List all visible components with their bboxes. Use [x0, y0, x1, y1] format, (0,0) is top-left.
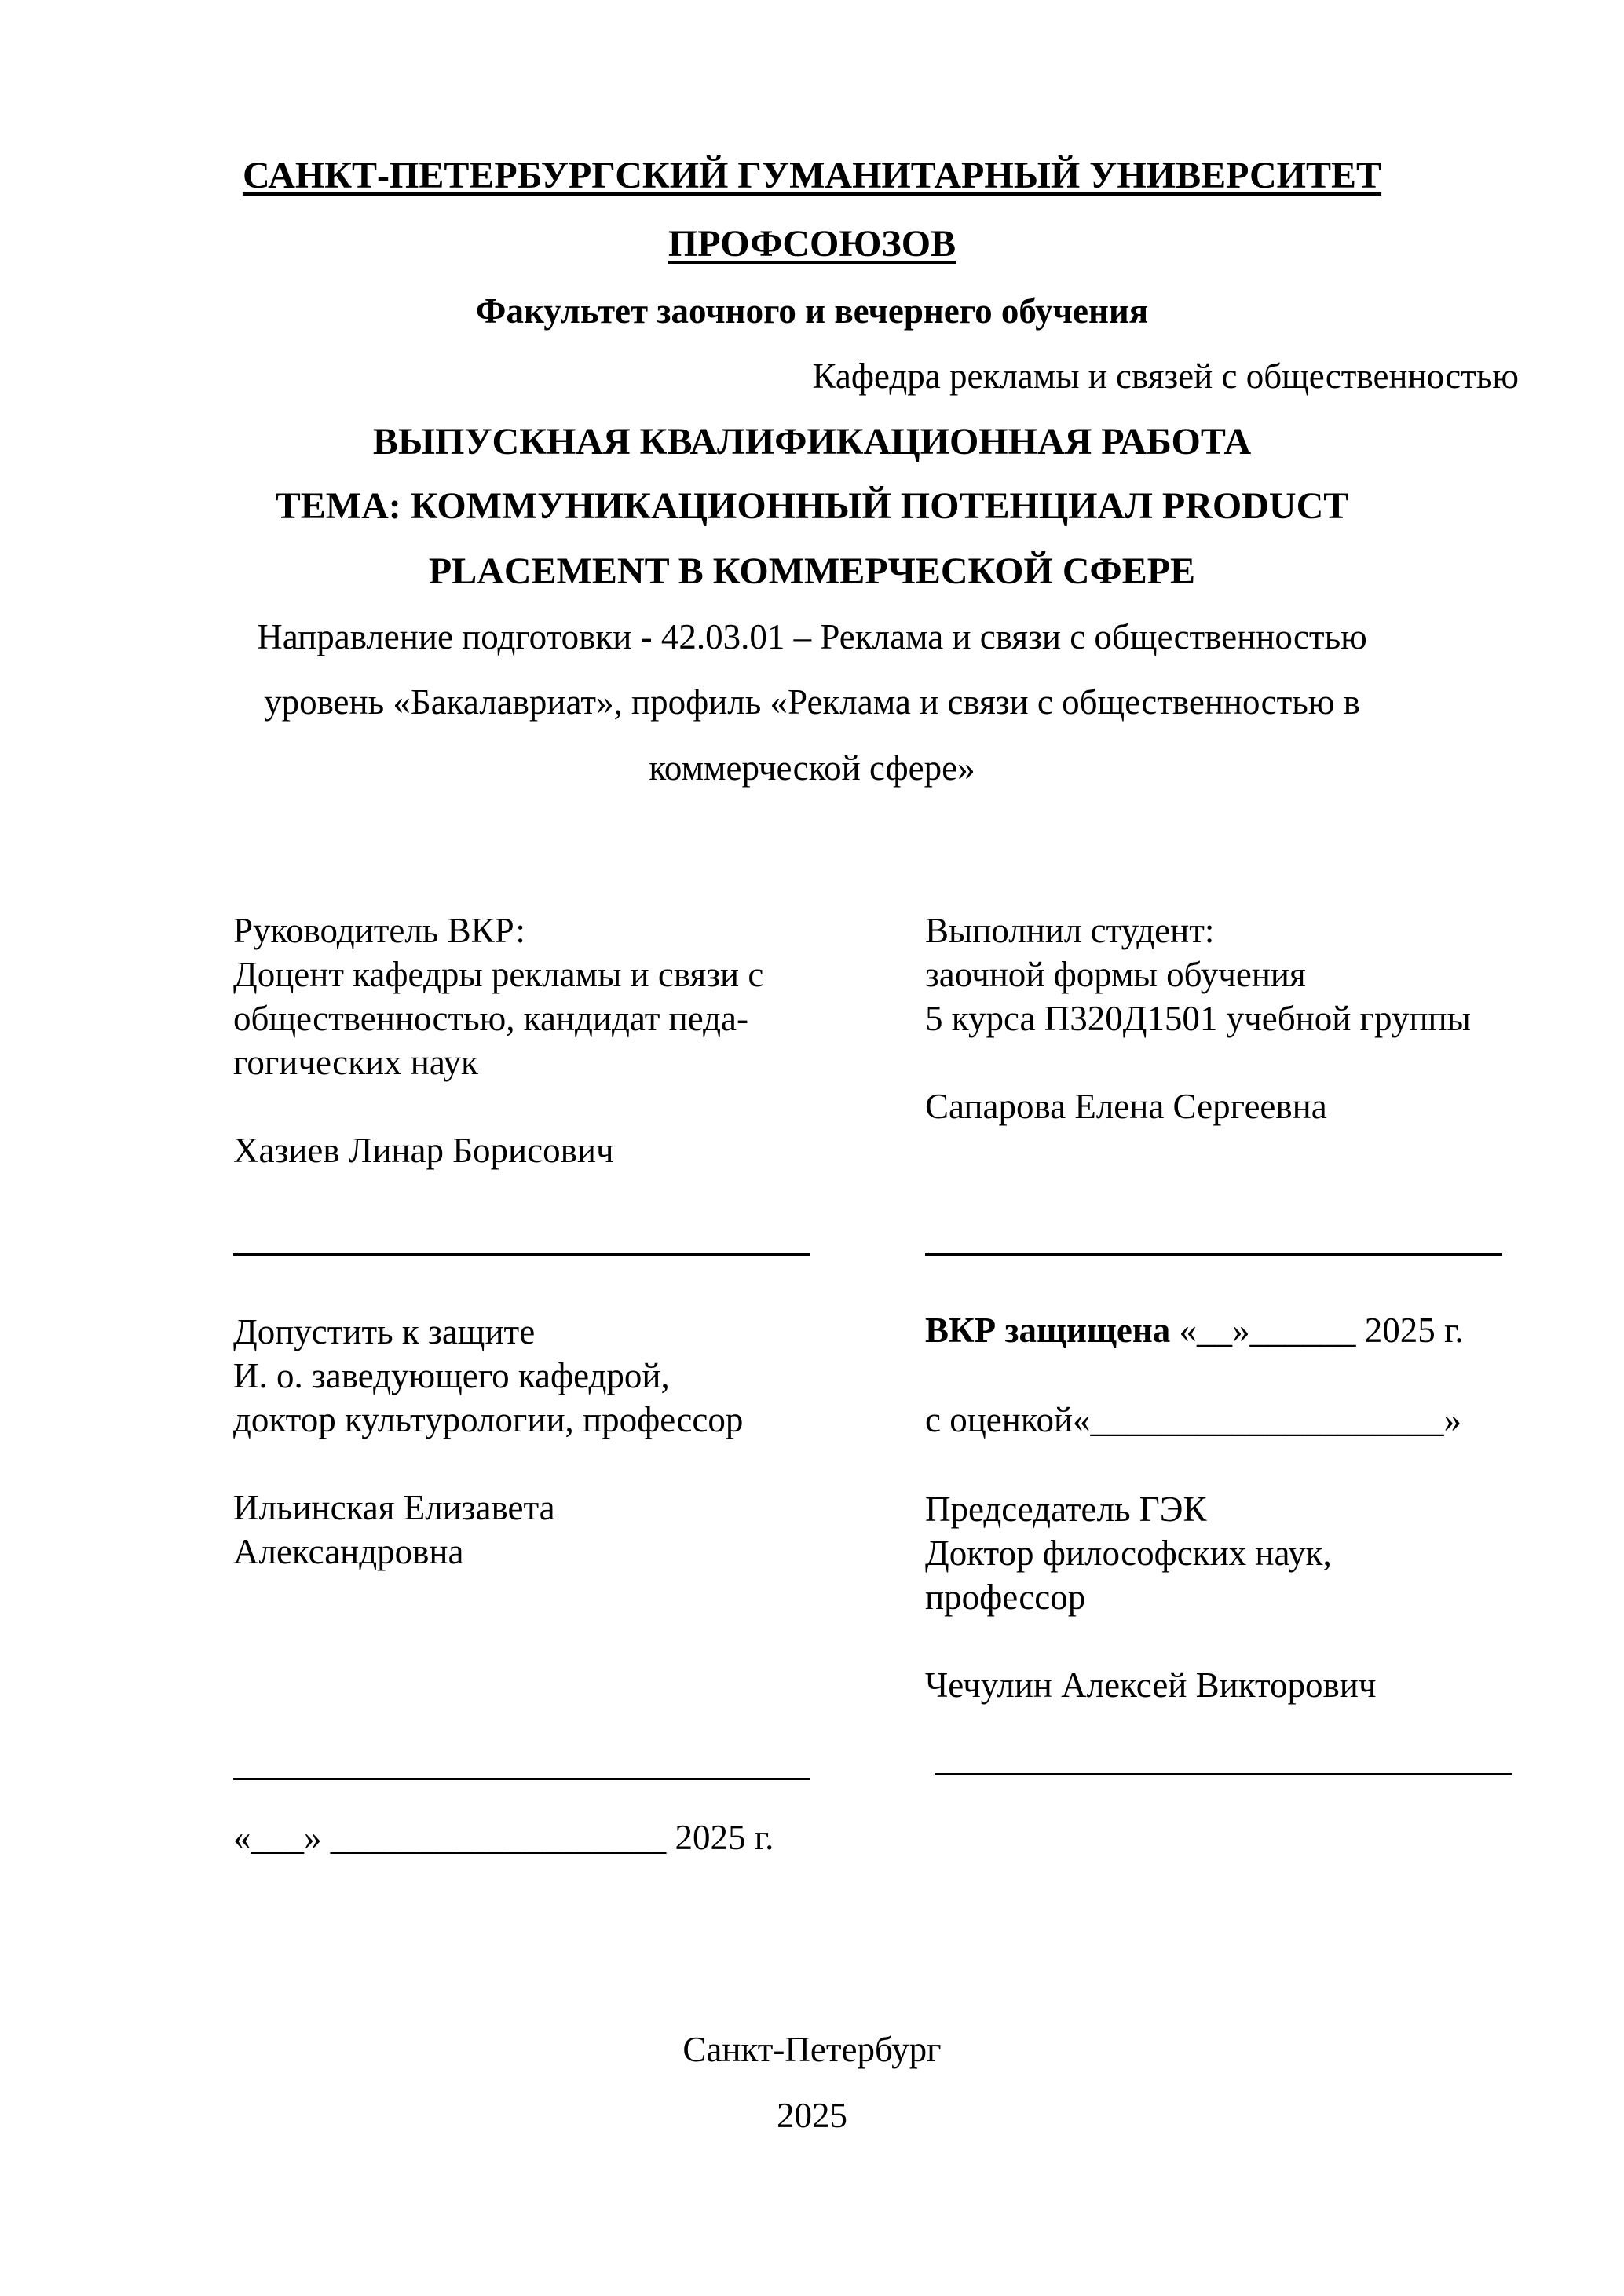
admission-position-1: И. о. заведующего кафедрой, — [233, 1356, 670, 1395]
chair-block — [925, 1487, 1377, 1707]
admission-date: «___» ___________________ 2025 г. — [233, 1818, 774, 1857]
admission-block — [233, 1310, 743, 1574]
direction-line-1: Направление подготовки - 42.03.01 – Реклама и связи с общественностью — [257, 617, 1367, 656]
defense-date: «__»______ 2025 г. — [1170, 1311, 1464, 1350]
student-form: заочной формы обучения — [925, 955, 1306, 994]
admission-position-2: доктор культурологии, профессор — [233, 1400, 744, 1439]
admission-name-1: Ильинская Елизавета — [233, 1488, 555, 1527]
topic-line-2: PLACEMENT В КОММЕРЧЕСКОЙ СФЕРЕ — [428, 550, 1196, 592]
direction-line-2: уровень «Бакалавриат», профиль «Реклама и связи с общественностью в — [264, 682, 1360, 722]
student-group: 5 курса П320Д1501 учебной группы — [925, 999, 1471, 1038]
defense-status — [925, 1310, 1464, 1351]
supervisor-position-2: общественностью, кандидат педа- — [233, 999, 748, 1038]
work-type: ВЫПУСКНАЯ КВАЛИФИКАЦИОННАЯ РАБОТА — [372, 421, 1252, 462]
student-name: Сапарова Елена Сергеевна — [925, 1087, 1327, 1126]
student-label: Выполнил студент: — [925, 911, 1215, 950]
chair-position-2: профессор — [925, 1578, 1086, 1617]
defense-grade: с оценкой«____________________» — [925, 1400, 1462, 1439]
admission-name-2: Александровна — [233, 1532, 464, 1571]
direction-line-3: коммерческой сфере» — [649, 748, 975, 788]
city: Санкт-Петербург — [682, 2030, 942, 2069]
chair-name: Чечулин Алексей Викторович — [925, 1665, 1377, 1705]
university-name-line1 — [0, 154, 1624, 197]
supervisor-label: Руководитель ВКР: — [233, 911, 525, 950]
chair-position-1: Доктор философских наук, — [925, 1534, 1332, 1573]
university-name-text-1: САНКТ-ПЕТЕРБУРГСКИЙ ГУМАНИТАРНЫЙ УНИВЕРСИТЕТ — [242, 155, 1382, 196]
student-signature-line[interactable] — [925, 1253, 1502, 1256]
supervisor-position-1: Доцент кафедры рекламы и связи с — [233, 955, 764, 994]
supervisor-signature-line[interactable] — [233, 1253, 810, 1256]
chair-signature-line[interactable] — [935, 1773, 1512, 1775]
supervisor-block — [233, 909, 763, 1172]
faculty-name: Факультет заочного и вечернего обучения — [475, 291, 1149, 331]
topic-line-1: ТЕМА: КОММУНИКАЦИОННЫЙ ПОТЕНЦИАЛ PRODUCT — [275, 485, 1349, 527]
university-name-text-2: ПРОФСОЮЗОВ — [668, 223, 956, 265]
student-block — [925, 909, 1471, 1128]
university-name-line2 — [0, 222, 1624, 265]
chair-label: Председатель ГЭК — [925, 1490, 1207, 1529]
department-name: Кафедра рекламы и связей с общественностью — [812, 356, 1519, 396]
supervisor-name: Хазиев Линар Борисович — [233, 1131, 614, 1170]
supervisor-position-3: гогических наук — [233, 1043, 478, 1082]
admission-signature-line[interactable] — [233, 1778, 810, 1780]
defense-status-label: ВКР защищена — [925, 1311, 1171, 1350]
year: 2025 — [777, 2096, 847, 2135]
admission-label: Допустить к защите — [233, 1312, 536, 1351]
